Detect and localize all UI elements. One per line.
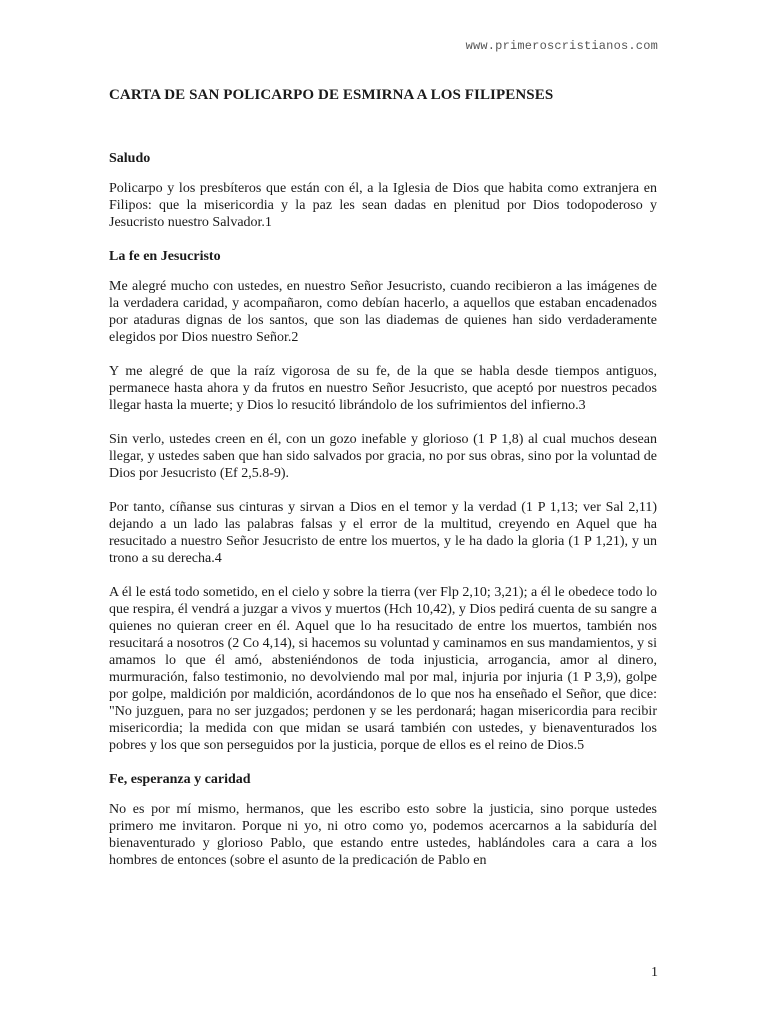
page-number: 1 xyxy=(651,965,658,980)
section-heading: Fe, esperanza y caridad xyxy=(109,772,251,787)
paragraph: Y me alegré de que la raíz vigorosa de su fe, de la que se habla desde tiempos antiguos, permanece hasta ahora y da frutos en nuestro Señor Jesucristo, que aceptó por nuestros pecados llegar hasta la muerte; y Dios lo resucitó librándolo de los sufrimientos del infierno.3 xyxy=(109,364,657,413)
section-heading: Saludo xyxy=(109,151,151,166)
section-heading: La fe en Jesucristo xyxy=(109,249,221,264)
paragraph: Por tanto, cíñanse sus cinturas y sirvan a Dios en el temor y la verdad (1 P 1,13; ver Sal 2,11) dejando a un lado las palabras falsas y el error de la multitud, creyendo en Aquel que ha resucitado a nuestro Señor Jesucristo de entre los muertos, y le ha dado la gloria (1 P 1,21), y un trono a su derecha.4 xyxy=(109,500,657,566)
section-saludo xyxy=(109,150,657,231)
section-fe-esperanza-caridad xyxy=(109,771,657,869)
paragraph: Policarpo y los presbíteros que están con él, a la Iglesia de Dios que habita como extranjera en Filipos: que la misericordia y la paz les sean dadas en plenitud por Dios todopoderoso y Jesucristo nuestro Salvador.1 xyxy=(109,181,657,230)
section-fe-en-jesucristo xyxy=(109,248,657,754)
header-url: www.primeroscristianos.com xyxy=(465,39,658,53)
paragraph: A él le está todo sometido, en el cielo y sobre la tierra (ver Flp 2,10; 3,21); a él le obedece todo lo que respira, él vendrá a juzgar a vivos y muertos (Hch 10,42), y Dios pedirá cuenta de su sangre a quienes no quieran creer en él. Aquel que lo ha resucitado de entre los muertos, también nos resucitará a nosotros (2 Co 4,14), si hacemos su voluntad y caminamos en sus mandamientos, y si amamos lo que él amó, absteniéndonos de toda injusticia, arrogancia, amor al dinero, murmuración, falso testimonio, no devolviendo mal por mal, injuria por injuria (1 P 3,9), golpe por golpe, maldición por maldición, acordándonos de lo que nos ha enseñado el Señor, que dice: "No juzguen, para no ser juzgados; perdonen y se les perdonará; hagan misericordia para recibir misericordia; la medida con que midan se usará también con ustedes, y bienaventurados los pobres y los que son perseguidos por la justicia, porque de ellos es el reino de Dios.5 xyxy=(109,585,657,753)
paragraph: Me alegré mucho con ustedes, en nuestro Señor Jesucristo, cuando recibieron a las imágenes de la verdadera caridad, y acompañaron, como debían hacerlo, a aquellos que estaban encadenados por ataduras dignas de los santos, que son las diademas de quienes han sido verdaderamente elegidos por Dios nuestro Señor.2 xyxy=(109,279,657,345)
document-body xyxy=(109,150,657,886)
paragraph: No es por mí mismo, hermanos, que les escribo esto sobre la justicia, sino porque ustedes primero me invitaron. Porque ni yo, ni otro como yo, podemos acercarnos a la sabiduría del bienaventurado y glorioso Pablo, que estando entre ustedes, hablándoles cara a cara a los hombres de entonces (sobre el asunto de la predicación de Pablo en xyxy=(109,802,657,868)
paragraph: Sin verlo, ustedes creen en él, con un gozo inefable y glorioso (1 P 1,8) al cual muchos desean llegar, y ustedes saben que han sido salvados por gracia, no por sus obras, sino por la voluntad de Dios por Jesucristo (Ef 2,5.8-9). xyxy=(109,432,657,481)
document-title: CARTA DE SAN POLICARPO DE ESMIRNA A LOS FILIPENSES xyxy=(109,87,554,103)
